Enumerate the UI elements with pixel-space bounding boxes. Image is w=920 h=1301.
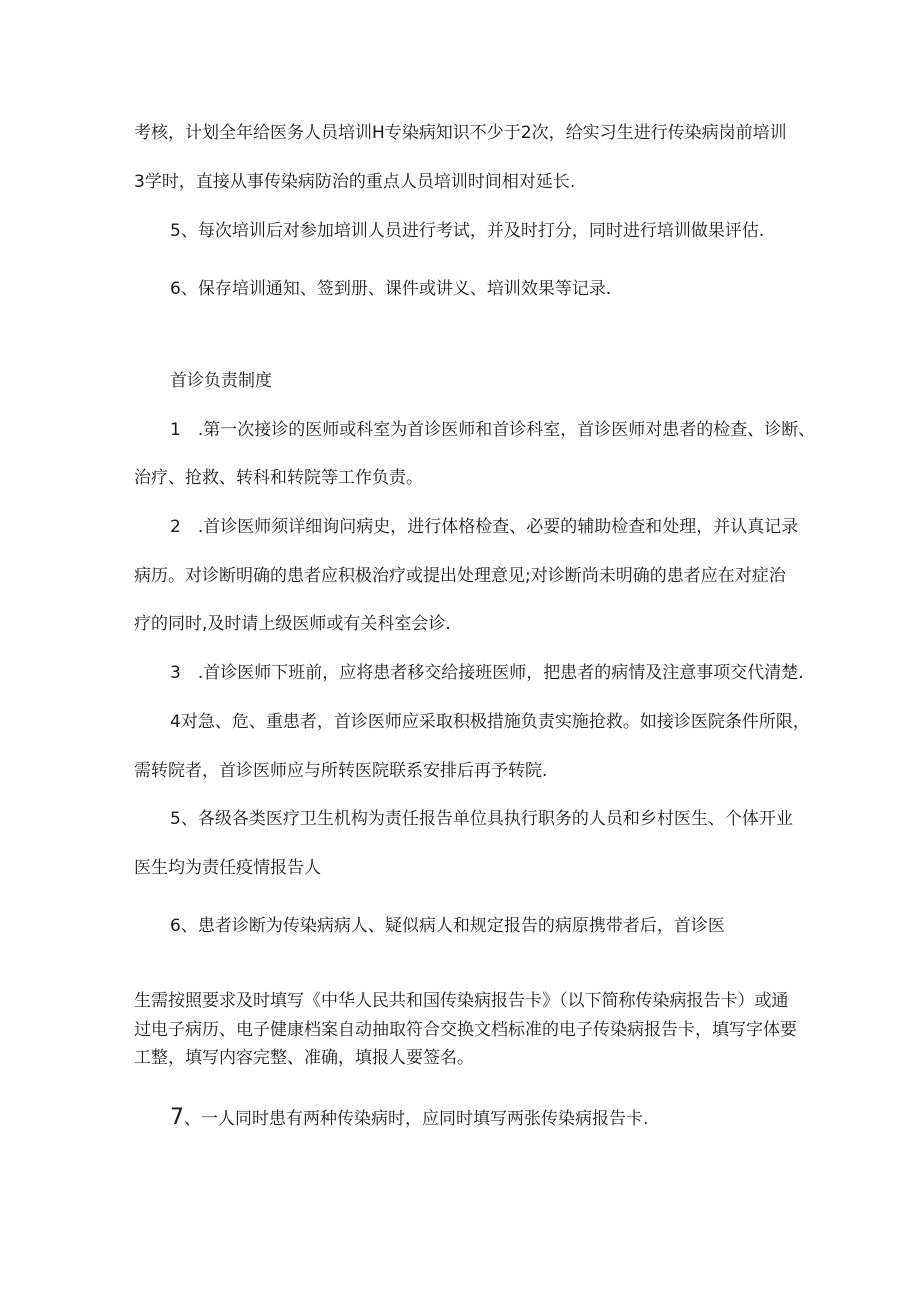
list-item-3: 3 .首诊医师下班前，应将患者移交给接班医师，把患者的病情及注意事项交代清楚. xyxy=(170,663,804,683)
list-item-1: 1 .第一次接诊的医师或科室为首诊医师和首诊科室，首诊医师对患者的检查、诊断、 xyxy=(170,420,816,440)
list-item-5-training-exam: 5、每次培训后对参加培训人员进行考试，并及时打分，同时进行培训做果评估. xyxy=(170,221,765,241)
paragraph-line: 病历。对诊断明确的患者应积极治疗或提出处理意见;对诊断尚未明确的患者应在对症治 xyxy=(134,566,786,586)
list-item-5: 5、各级各类医疗卫生机构为责任报告单位具执行职务的人员和乡村医生、个体开业 xyxy=(170,809,793,829)
list-item-4: 4对急、危、重患者，首诊医师应采取积极措施负责实施抢救。如接诊医院条件所限， xyxy=(170,712,810,732)
paragraph-line: 考核，计划全年给医务人员培训H专染病知识不少于2次，给实习生进行传染病岗前培训 xyxy=(134,123,787,143)
paragraph-line: 疗的同时,及时请上级医师或有关科室会诊. xyxy=(134,614,451,634)
paragraph-line: 生需按照要求及时填写《中华人民共和国传染病报告卡》（以下简称传染病报告卡）或通 xyxy=(134,991,789,1011)
paragraph-line: 医生均为责任疫情报告人 xyxy=(134,858,321,878)
list-item-text: 、一人同时患有两种传染病时，应同时填写两张传染病报告卡. xyxy=(184,1109,649,1129)
list-item-2: 2 .首诊医师须详细询问病史，进行体格检查、必要的辅助检查和处理，并认真记录 xyxy=(170,517,799,537)
paragraph-line: 需转院者，首诊医师应与所转医院联系安排后再予转院. xyxy=(134,761,548,781)
list-number: 7 xyxy=(170,1105,184,1130)
list-item-6-records: 6、保存培训通知、签到册、课件或讲义、培训效果等记录. xyxy=(170,279,612,299)
list-item-6: 6、患者诊断为传染病病人、疑似病人和规定报告的病原携带者后，首诊医 xyxy=(170,916,725,936)
paragraph-line: 工整，填写内容完整、准确，填报人要签名。 xyxy=(134,1048,474,1068)
paragraph-line: 治疗、抢救、转科和转院等工作负责。 xyxy=(134,468,423,488)
list-item-7 xyxy=(170,1106,648,1131)
paragraph-line: 过电子病历、电子健康档案自动抽取符合交换文档标准的电子传染病报告卡，填写字体要 xyxy=(134,1020,797,1040)
paragraph-line: 3学时，直接从事传染病防治的重点人员培训时间相对延长. xyxy=(134,172,576,192)
section-title: 首诊负责制度 xyxy=(170,371,272,391)
